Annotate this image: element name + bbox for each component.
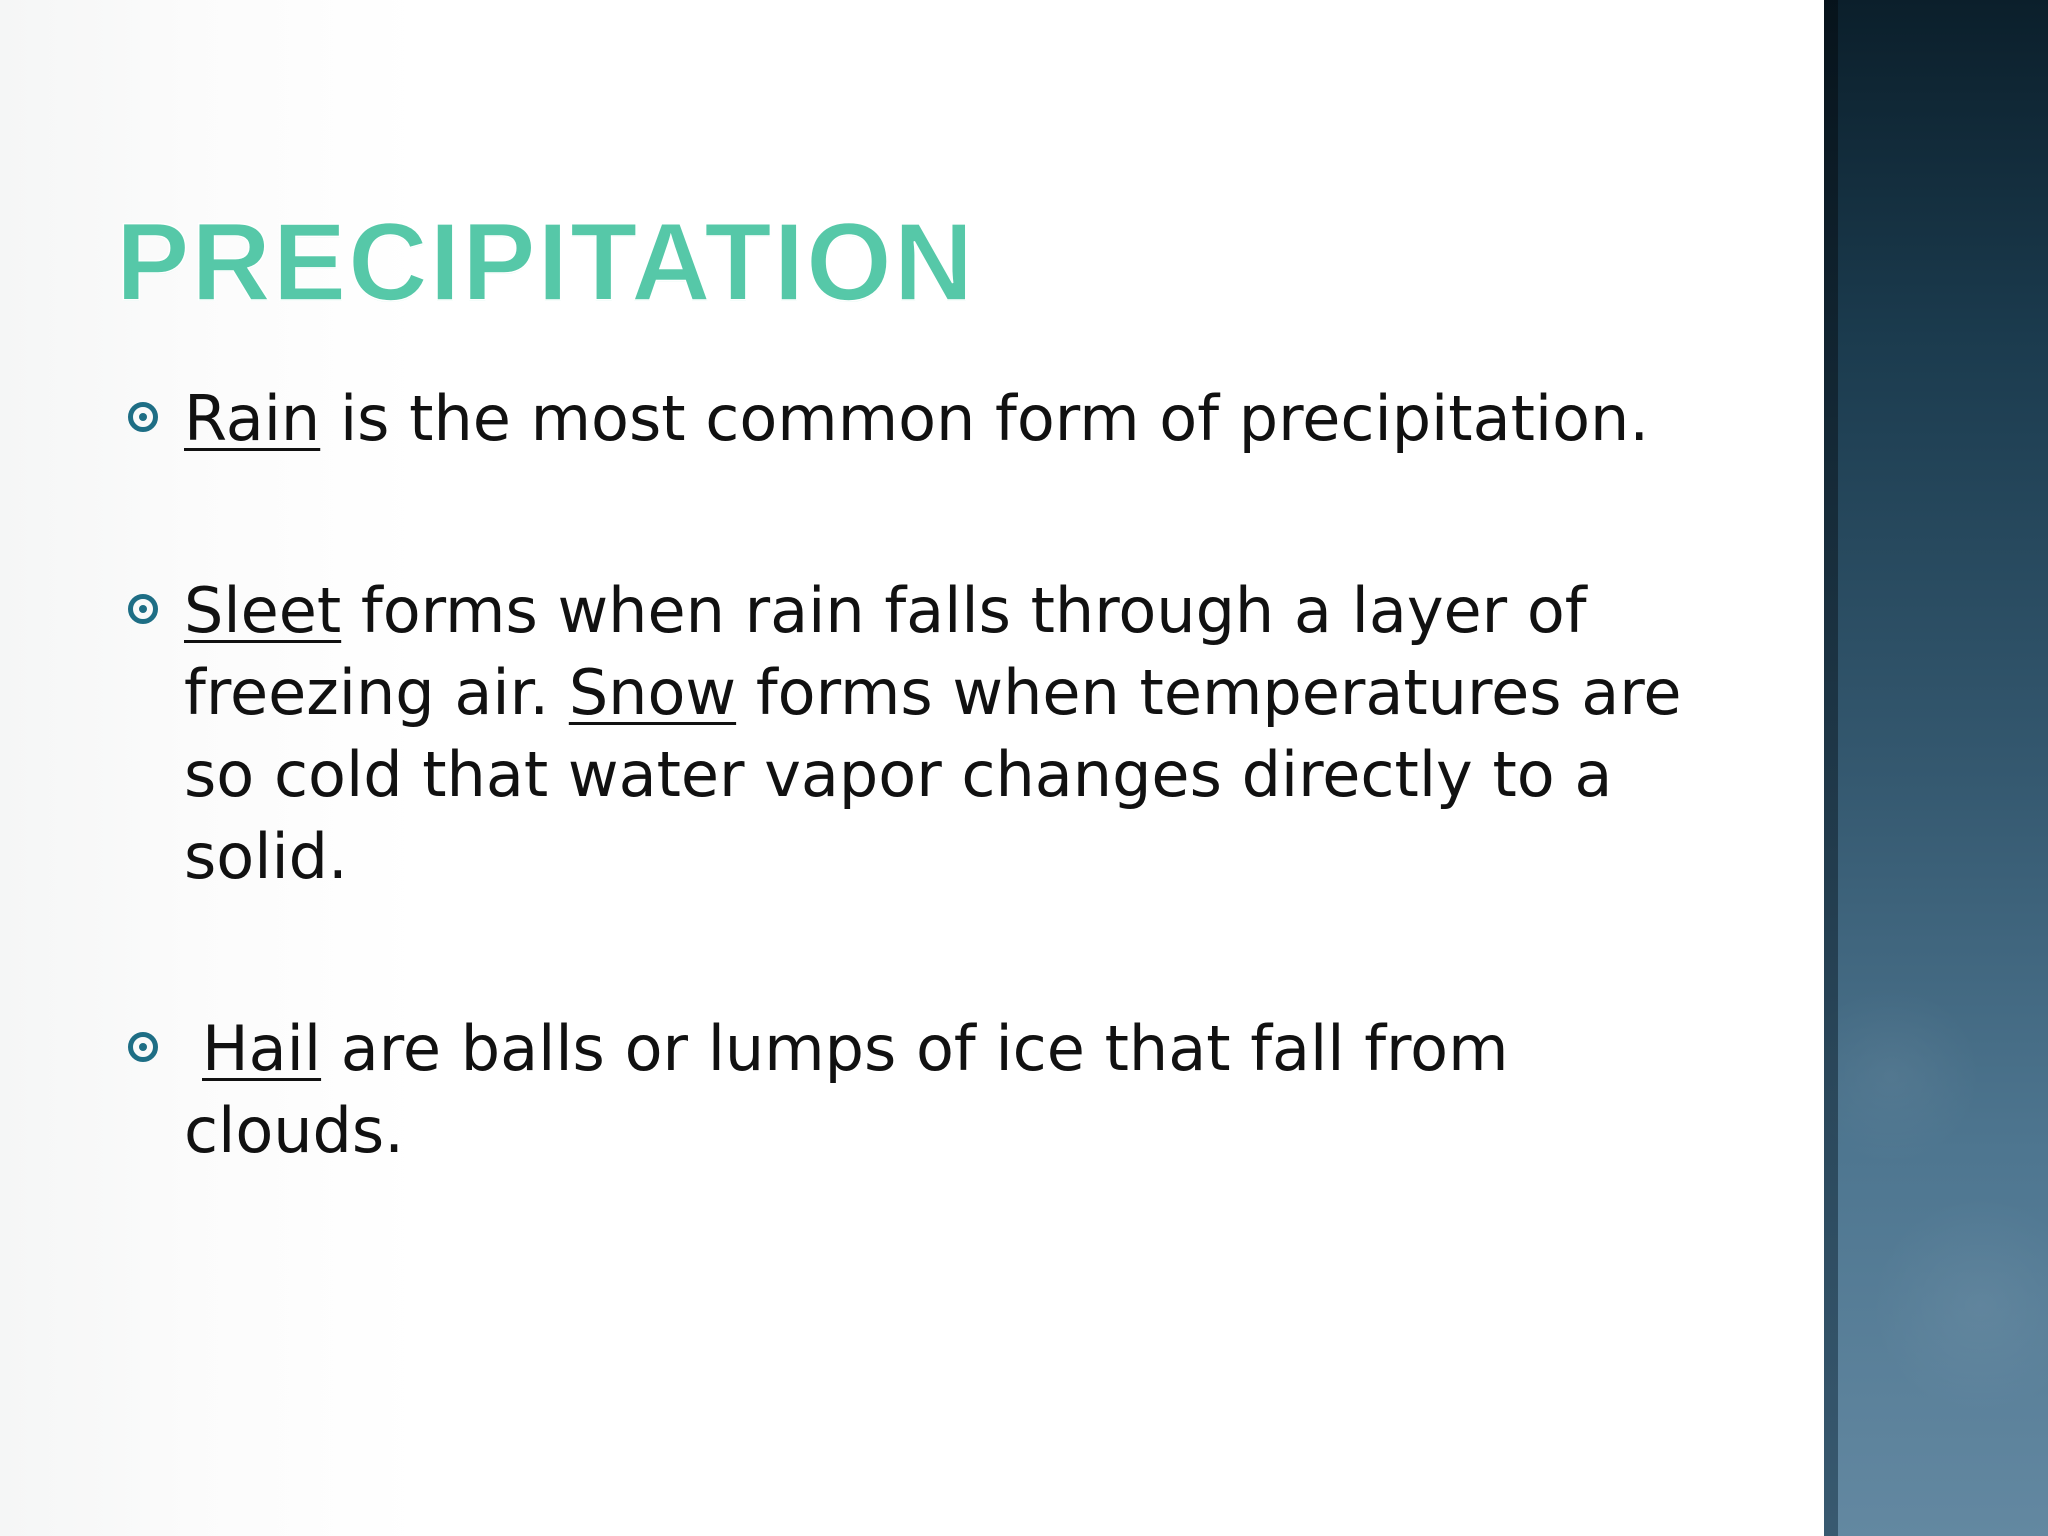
term-sleet: Sleet <box>184 574 342 647</box>
bullet-item-sleet-snow <box>124 570 1684 898</box>
target-bullet-icon <box>128 594 158 624</box>
bullet-list <box>124 378 1684 1172</box>
target-bullet-icon <box>128 402 158 432</box>
bullet-item-rain <box>124 378 1684 460</box>
bullet-text-snow: forms when temperatures are so cold that water vapor changes directly to a solid. <box>184 656 1682 893</box>
term-hail: Hail <box>202 1012 322 1085</box>
decorative-side-panel <box>1824 0 2048 1536</box>
term-rain: Rain <box>184 382 321 455</box>
term-snow: Snow <box>568 656 737 729</box>
bullet-text-sleet: forms when rain falls through a layer of freezing air. <box>184 574 1587 729</box>
target-bullet-icon <box>128 1032 158 1062</box>
bullet-text-hail: are balls or lumps of ice that fall from clouds. <box>184 1012 1509 1167</box>
bullet-item-hail <box>124 1008 1684 1172</box>
bullet-text-rain: is the most common form of precipitation. <box>320 382 1650 455</box>
slide-title: PRECIPITATION <box>116 201 976 324</box>
